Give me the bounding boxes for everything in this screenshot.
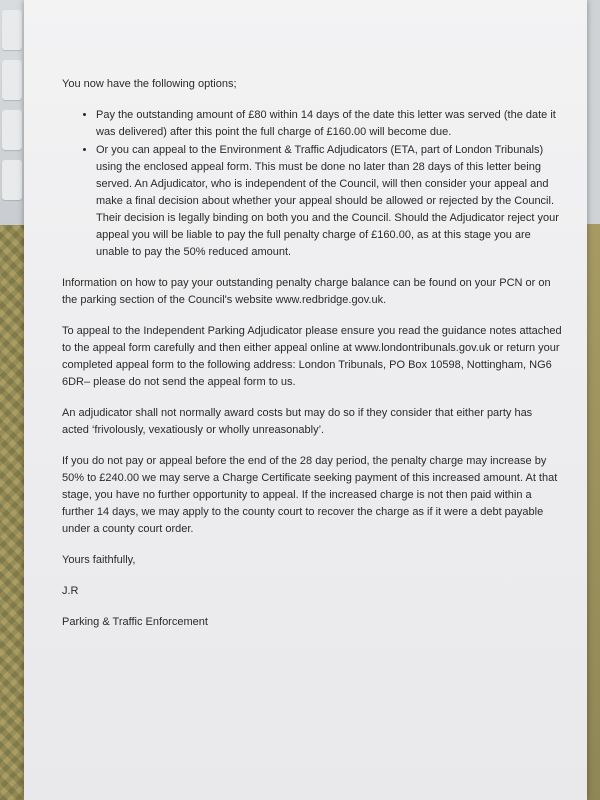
keyboard-key	[2, 60, 22, 100]
letter-body	[62, 76, 562, 645]
options-intro: You now have the following options;	[62, 78, 237, 90]
signature-initials: J.R	[62, 585, 79, 597]
payment-info-paragraph: Information on how to pay your outstanding penalty charge balance can be found on your PCN or on the parking section of the Council's website www.redbridge.gov.uk.	[62, 277, 551, 306]
letter-page	[24, 0, 587, 800]
department-name: Parking & Traffic Enforcement	[62, 616, 208, 628]
closing-salutation: Yours faithfully,	[62, 554, 136, 566]
options-list	[62, 107, 562, 261]
keyboard-key	[2, 110, 22, 150]
keyboard-key	[2, 10, 22, 50]
option-pay: • Pay the outstanding amount of £80 within 14 days of the date this letter was served (the date it was delivered) after this point the full charge of £160.00 will become due.	[96, 107, 562, 141]
increase-warning-paragraph: If you do not pay or appeal before the end of the 28 day period, the penalty charge may increase by 50% to £240.00 we may serve a Charge Certificate seeking payment of this increased amount. At that stage, you have no further opportunity to appeal. If the increased charge is not then paid within a further 14 days, we may apply to the county court to recover the charge as if it were a debt payable under a county court order.	[62, 455, 558, 535]
costs-paragraph: An adjudicator shall not normally award costs but may do so if they consider that either party has acted ‘frivolously, vexatiously or wholly unreasonably’.	[62, 407, 533, 436]
appeal-instructions-paragraph: To appeal to the Independent Parking Adjudicator please ensure you read the guidance notes attached to the appeal form carefully and then either appeal online at www.londontribunals.gov.uk or return your completed appeal form to the following address: London Tribunals, PO Box 10598, Nottingham, NG6 6DR– please do not send the appeal form to us.	[62, 325, 562, 388]
option-appeal: • Or you can appeal to the Environment & Traffic Adjudicators (ETA, part of London Tribunals) using the enclosed appeal form. This must be done no later than 28 days of this letter being served. An Adjudicator, who is independent of the Council, will then consider your appeal and make a final decision about whether your appeal should be allowed or rejected by the Council. Their decision is legally binding on both you and the Council. Should the Adjudicator reject your appeal you will be liable to pay the full penalty charge of £160.00, as at this stage you are unable to pay the 50% reduced amount.	[96, 142, 562, 261]
keyboard-key	[2, 160, 22, 200]
